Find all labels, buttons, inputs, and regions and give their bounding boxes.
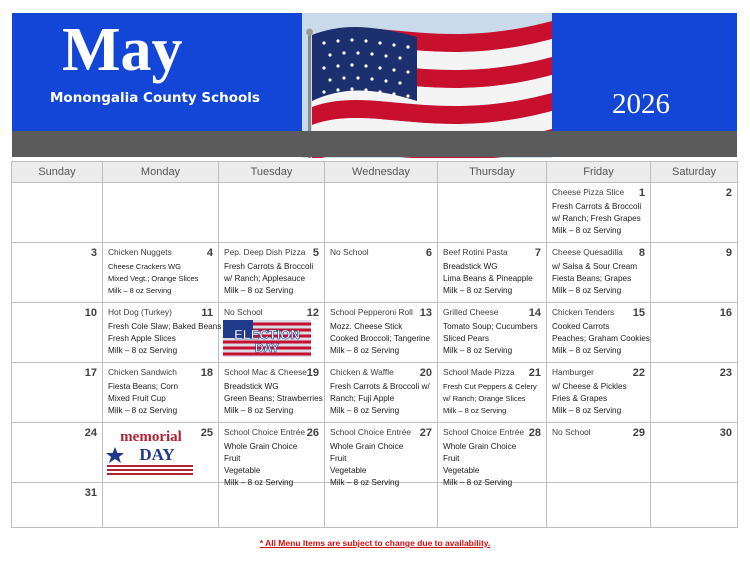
entree-label: No School — [330, 247, 369, 257]
day-number: 7 — [534, 247, 541, 259]
day-cell — [325, 303, 438, 363]
entree-label: Cheese Pizza Slice — [552, 187, 625, 197]
menu-item: w/ Salsa & Sour Cream — [552, 262, 638, 271]
day-number: 19 — [306, 367, 319, 379]
calendar-week-row — [12, 303, 738, 363]
menu-item: Milk – 8 oz Serving — [330, 346, 400, 355]
day-cell — [219, 363, 325, 423]
day-number: 13 — [419, 307, 432, 319]
menu-item: Lima Beans & Pineapple — [443, 274, 533, 283]
entree-label: Pep. Deep Dish Pizza — [224, 247, 306, 257]
menu-item: Fiesta Beans; Grapes — [552, 274, 632, 283]
day-cell — [103, 483, 219, 528]
day-cell — [103, 303, 222, 363]
menu-item: w/ Ranch; Fresh Grapes — [552, 214, 641, 223]
day-number: 4 — [206, 247, 213, 259]
day-cell — [103, 423, 219, 483]
day-number: 23 — [719, 367, 732, 379]
day-cell — [12, 243, 103, 303]
day-cell — [325, 183, 438, 243]
calendar-week-row — [12, 183, 738, 243]
day-number: 11 — [201, 307, 213, 319]
day-number: 12 — [306, 307, 319, 319]
entree-label: School Choice Entrée — [224, 427, 306, 437]
entree-label: No School — [552, 427, 591, 437]
menu-item: Milk – 8 oz Serving — [443, 346, 513, 355]
entree-label: School Made Pizza — [443, 367, 515, 377]
menu-item: Fruit — [443, 454, 460, 463]
menu-item: Whole Grain Choice — [224, 442, 298, 451]
menu-calendar — [11, 161, 738, 528]
day-cell — [651, 483, 738, 528]
entree-label: School Pepperoni Roll — [330, 307, 413, 317]
menu-item: Vegetable — [330, 466, 367, 475]
menu-item: Milk – 8 oz Serving — [552, 406, 622, 415]
menu-item: Fresh Carrots & Broccoli — [552, 202, 642, 211]
day-cell — [325, 483, 438, 528]
menu-items — [443, 381, 543, 417]
entree-label: Chicken & Waffle — [330, 367, 394, 377]
day-cell — [219, 243, 325, 303]
menu-item: Mixed Fruit Cup — [108, 394, 166, 403]
menu-item: Milk – 8 oz Serving — [443, 286, 513, 295]
menu-item: Cooked Carrots — [552, 322, 610, 331]
calendar-week-row — [12, 423, 738, 483]
day-cell — [438, 303, 547, 363]
day-number: 28 — [528, 427, 541, 439]
menu-item: Milk – 8 oz Serving — [443, 406, 507, 415]
day-cell — [438, 423, 547, 487]
day-cell — [12, 183, 103, 243]
day-number: 17 — [84, 367, 97, 379]
menu-item: Milk – 8 oz Serving — [224, 406, 294, 415]
day-cell — [651, 423, 738, 483]
weekday-wednesday: Wednesday — [325, 162, 438, 183]
menu-item: Cooked Broccoli; Tangerine — [330, 334, 430, 343]
memorial-day-badge — [105, 427, 195, 475]
day-number: 6 — [425, 247, 432, 259]
header-divider-band — [12, 131, 737, 157]
weekday-saturday: Saturday — [651, 162, 738, 183]
day-cell — [651, 363, 738, 423]
day-cell — [438, 363, 547, 423]
calendar-header — [12, 13, 737, 131]
day-cell — [438, 243, 547, 303]
day-cell — [325, 243, 438, 303]
day-number: 27 — [419, 427, 432, 439]
entree-label: Chicken Sandwich — [108, 367, 177, 377]
day-number: 31 — [84, 487, 97, 499]
day-cell — [547, 183, 651, 243]
entree-label: No School — [224, 307, 263, 317]
menu-item: Breadstick WG — [224, 382, 279, 391]
day-cell — [219, 183, 325, 243]
menu-item: Milk – 8 oz Serving — [224, 478, 294, 487]
calendar-week-row — [12, 363, 738, 423]
menu-items — [108, 381, 215, 417]
menu-item: Mixed Vegt.; Orange Slices — [108, 274, 199, 283]
menu-item: Ranch; Fuji Apple — [330, 394, 395, 403]
day-cell — [325, 423, 438, 487]
day-cell — [219, 483, 325, 528]
menu-item: Vegetable — [443, 466, 480, 475]
day-cell — [12, 303, 103, 363]
menu-item: Whole Grain Choice — [443, 442, 517, 451]
weekday-header-row — [12, 162, 738, 183]
election-line2: DAY — [254, 341, 280, 355]
day-number: 14 — [528, 307, 541, 319]
entree-label: Beef Rotini Pasta — [443, 247, 508, 257]
weekday-monday: Monday — [103, 162, 219, 183]
day-cell — [547, 363, 651, 423]
day-number: 8 — [638, 247, 645, 259]
day-cell — [325, 363, 438, 423]
menu-item: Milk – 8 oz Serving — [224, 286, 294, 295]
day-number: 26 — [306, 427, 319, 439]
day-cell — [12, 483, 103, 528]
menu-item: Milk – 8 oz Serving — [552, 346, 622, 355]
day-number: 18 — [200, 367, 213, 379]
month-title: May — [62, 16, 183, 84]
election-flag-icon — [223, 320, 311, 357]
menu-item: w/ Ranch; Orange Slices — [443, 394, 526, 403]
menu-items — [108, 261, 215, 297]
day-number: 15 — [632, 307, 645, 319]
day-number: 20 — [419, 367, 432, 379]
menu-item: Tomato Soup; Cucumbers — [443, 322, 538, 331]
day-number: 29 — [632, 427, 645, 439]
election-day-badge — [223, 320, 311, 357]
day-cell — [103, 243, 219, 303]
day-number: 21 — [528, 367, 541, 379]
day-number: 24 — [84, 427, 97, 439]
menu-item: Mozz. Cheese Stick — [330, 322, 403, 331]
memorial-day-icon — [105, 427, 195, 475]
day-cell — [547, 303, 651, 363]
menu-item: Milk – 8 oz Serving — [552, 286, 622, 295]
menu-item: Milk – 8 oz Serving — [552, 226, 622, 235]
year-label: 2026 — [612, 88, 670, 120]
day-number: 1 — [638, 187, 645, 199]
entree-label: School Mac & Cheese — [224, 367, 307, 377]
menu-item: Fries & Grapes — [552, 394, 608, 403]
day-cell — [12, 423, 103, 483]
menu-item: Fresh Cut Peppers & Celery — [443, 382, 537, 391]
menu-item: w/ Ranch; Applesauce — [224, 274, 306, 283]
day-cell — [12, 363, 103, 423]
menu-item: Breadstick WG — [443, 262, 498, 271]
day-cell — [547, 243, 651, 303]
menu-item: Cheese Crackers WG — [108, 262, 181, 271]
menu-item: Milk – 8 oz Serving — [108, 286, 172, 295]
day-number: 30 — [719, 427, 732, 439]
entree-label: Hamburger — [552, 367, 594, 377]
day-number: 3 — [90, 247, 97, 259]
menu-items — [224, 381, 321, 417]
entree-label: Grilled Cheese — [443, 307, 499, 317]
menu-items — [552, 261, 647, 297]
weekday-sunday: Sunday — [12, 162, 103, 183]
day-cell — [219, 303, 325, 363]
entree-label: School Choice Entrée — [443, 427, 525, 437]
weekday-thursday: Thursday — [438, 162, 547, 183]
day-number: 16 — [719, 307, 732, 319]
day-cell — [547, 423, 651, 483]
day-number: 25 — [200, 427, 213, 439]
weekday-tuesday: Tuesday — [219, 162, 325, 183]
menu-item: Fresh Carrots & Broccoli — [224, 262, 314, 271]
menu-item: Fruit — [330, 454, 347, 463]
menu-item: Milk – 8 oz Serving — [330, 406, 400, 415]
day-cell — [219, 423, 325, 487]
menu-item: Fresh Apple Slices — [108, 334, 176, 343]
menu-item: Milk – 8 oz Serving — [443, 478, 513, 487]
menu-items — [443, 261, 543, 297]
day-cell — [651, 243, 738, 303]
day-number: 10 — [84, 307, 97, 319]
menu-items — [108, 321, 222, 357]
menu-item: Fruit — [224, 454, 241, 463]
menu-items — [330, 321, 434, 357]
menu-items — [224, 261, 321, 297]
menu-item: Peaches; Graham Cookies — [552, 334, 650, 343]
menu-items — [552, 321, 650, 357]
calendar-week-row — [12, 243, 738, 303]
entree-label: Chicken Tenders — [552, 307, 615, 317]
day-cell — [438, 183, 547, 243]
organization-name: Monongalia County Schools — [50, 90, 260, 106]
menu-item: Milk – 8 oz Serving — [108, 346, 178, 355]
day-number: 9 — [725, 247, 732, 259]
menu-item: Vegetable — [224, 466, 261, 475]
menu-item: Fresh Cole Slaw; Baked Beans — [108, 322, 222, 331]
menu-item: w/ Cheese & Pickles — [552, 382, 627, 391]
menu-item: Green Beans; Strawberries — [224, 394, 323, 403]
memorial-line2: DAY — [139, 445, 175, 464]
day-number: 5 — [312, 247, 319, 259]
calendar-week-row — [12, 483, 738, 528]
memorial-line1: memorial — [120, 429, 182, 445]
day-cell — [547, 483, 651, 528]
day-cell — [651, 303, 738, 363]
day-cell — [651, 183, 738, 243]
menu-item: Fresh Carrots & Broccoli w/ — [330, 382, 430, 391]
menu-items — [443, 321, 543, 357]
day-cell — [103, 363, 219, 423]
day-cell — [438, 483, 547, 528]
entree-label: Cheese Quesadilla — [552, 247, 623, 257]
availability-footnote: * All Menu Items are subject to change due to availability. — [259, 538, 491, 548]
menu-item: Whole Grain Choice — [330, 442, 404, 451]
menu-items — [330, 381, 434, 417]
election-line1: ELECTION — [234, 327, 300, 342]
entree-label: Hot Dog (Turkey) — [108, 307, 172, 317]
menu-item: Milk – 8 oz Serving — [330, 478, 400, 487]
menu-item: Sliced Pears — [443, 334, 489, 343]
day-number: 22 — [632, 367, 645, 379]
day-number: 2 — [725, 187, 732, 199]
menu-item: Milk – 8 oz Serving — [108, 406, 178, 415]
weekday-friday: Friday — [547, 162, 651, 183]
menu-items — [552, 381, 647, 417]
menu-items — [552, 201, 647, 237]
menu-item: Fiesta Beans; Corn — [108, 382, 179, 391]
entree-label: Chicken Nuggets — [108, 247, 172, 257]
entree-label: School Choice Entrée — [330, 427, 412, 437]
day-cell — [103, 183, 219, 243]
